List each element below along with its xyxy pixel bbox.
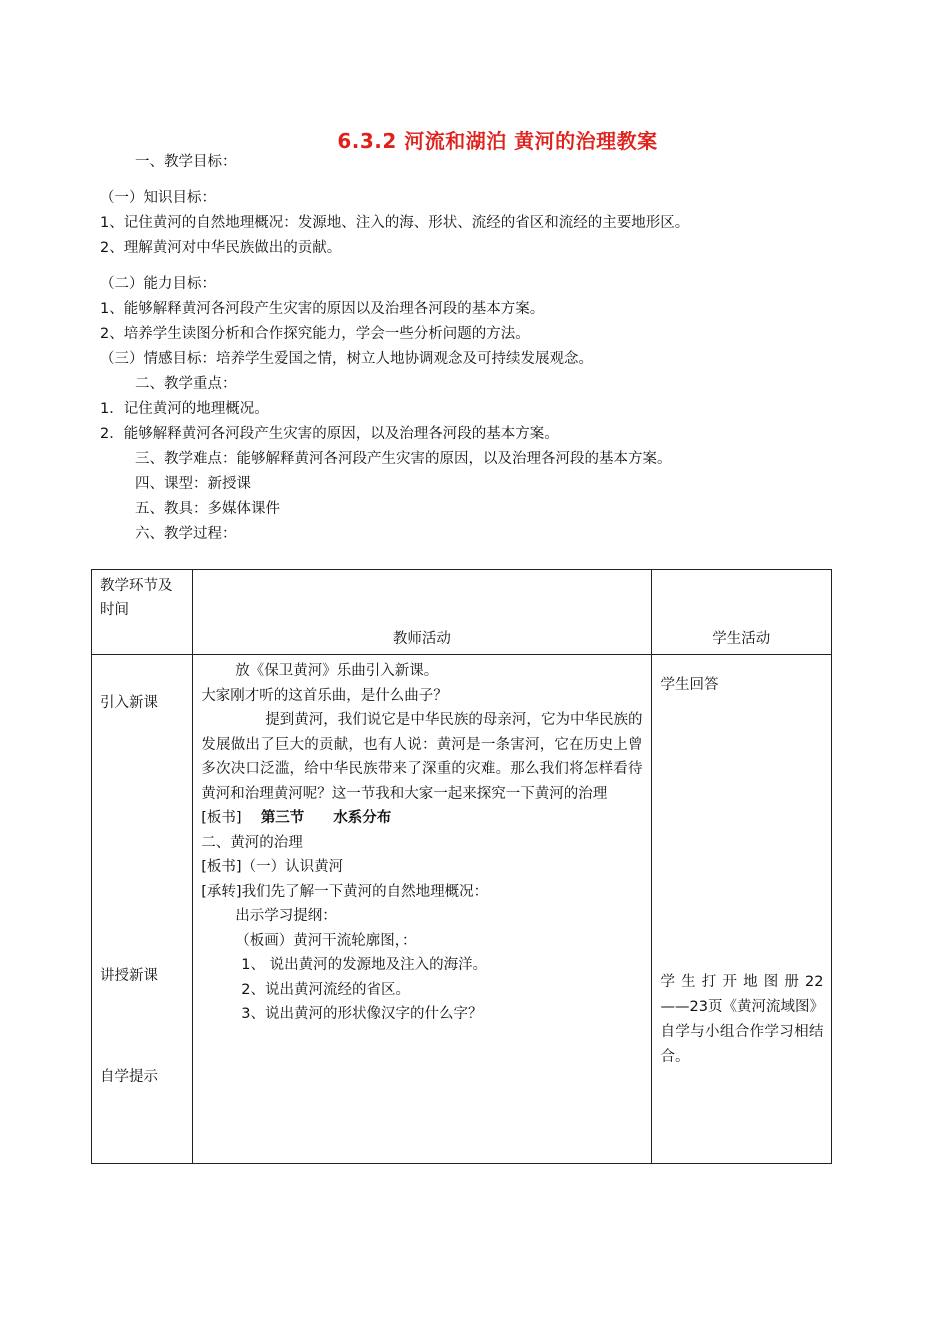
emotion-goal: （三）情感目标：培养学生爱国之情，树立人地协调观念及可持续发展观念。	[100, 351, 593, 367]
knowledge-item-2: 2、理解黄河对中华民族做出的贡献。	[100, 240, 342, 256]
student-answer: 学生回答	[660, 677, 719, 693]
header-stage-label: 教学环节及时间	[100, 578, 173, 618]
lesson-type-line: 四、课型：新授课	[135, 476, 251, 492]
board-section-title: 第三节 水系分布	[260, 810, 392, 826]
teacher-line-10: 1、 说出黄河的发源地及注入的海洋。	[241, 957, 488, 973]
table-header-row	[92, 570, 832, 655]
student-activity-cell	[651, 655, 832, 1164]
student-map-instruction	[661, 970, 824, 1070]
difficulty-line: 三、教学难点：能够解释黄河各河段产生灾害的原因，以及治理各河段的基本方案。	[135, 451, 672, 467]
header-teacher-cell	[193, 570, 651, 655]
key-point-1: 1．记住黄河的地理概况。	[100, 401, 269, 417]
ability-heading: （二）能力目标：	[100, 276, 216, 292]
student-self-study: 自学与小组合作学习相结合。	[660, 1024, 824, 1065]
header-student-cell	[651, 570, 832, 655]
process-heading: 六、教学过程：	[135, 526, 237, 542]
header-student-label: 学生活动	[712, 631, 771, 647]
teacher-line-8: 出示学习提纲：	[235, 908, 337, 924]
knowledge-heading: （一）知识目标：	[100, 190, 216, 206]
teacher-line-9: （板画）黄河干流轮廓图，：	[235, 932, 417, 949]
stage-self-study: 自学提示	[100, 1069, 158, 1085]
teacher-activity-cell	[193, 655, 651, 1164]
student-map-line-1: 学生打开地图册22	[660, 974, 824, 990]
tools-line: 五、教具：多媒体课件	[135, 501, 280, 517]
header-stage-cell	[92, 570, 193, 655]
key-point-2: 2．能够解释黄河各河段产生灾害的原因，以及治理各河段的基本方案。	[100, 426, 559, 442]
header-teacher-label: 教师活动	[392, 631, 451, 647]
teacher-line-12: 3、说出黄河的形状像汉字的什么字？	[241, 1006, 483, 1022]
teacher-board-title	[201, 806, 642, 831]
knowledge-item-1: 1、记住黄河的自然地理概况：发源地、注入的海、形状、流经的省区和流经的主要地形区。	[100, 215, 690, 231]
teacher-paragraph: 提到黄河，我们说它是中华民族的母亲河，它为中华民族的发展做出了巨大的贡献，也有人说：黄河是一条害河，它在历史上曾多次决口泛滥，给中华民族带来了深重的灾难。那么我们将怎样看待黄河和治理黄河呢？这一节我和大家一起来探究一下黄河的治理	[201, 712, 643, 802]
stage-teach: 讲授新课	[100, 968, 158, 984]
teacher-line-11: 2、说出黄河流经的省区。	[241, 981, 410, 998]
lesson-process-table	[91, 569, 832, 1164]
table-body-row	[92, 655, 832, 1164]
teacher-line-5: 二、黄河的治理	[201, 834, 303, 851]
student-map-line-2: ——23页《黄河流域图》	[660, 999, 824, 1015]
teacher-line-6: [板书]（一）认识黄河	[201, 859, 344, 875]
teacher-line-1: 放《保卫黄河》乐曲引入新课。	[235, 663, 439, 679]
ability-item-2: 2、培养学生读图分析和合作探究能力，学会一些分析问题的方法。	[100, 326, 530, 342]
stage-intro: 引入新课	[100, 695, 158, 711]
teacher-line-2: 大家刚才听的这首乐曲，是什么曲子？	[201, 687, 448, 704]
ability-item-1: 1、能够解释黄河各河段产生灾害的原因以及治理各河段的基本方案。	[100, 301, 545, 317]
teacher-line-7: [承转]我们先了解一下黄河的自然地理概况：	[201, 883, 489, 900]
stage-cell	[92, 655, 193, 1164]
board-tag: [板书]	[201, 810, 242, 826]
key-points-heading: 二、教学重点：	[135, 376, 237, 392]
document-title: 6.3.2 河流和湖泊 黄河的治理教案	[337, 129, 658, 153]
goals-heading: 一、教学目标：	[135, 154, 237, 170]
